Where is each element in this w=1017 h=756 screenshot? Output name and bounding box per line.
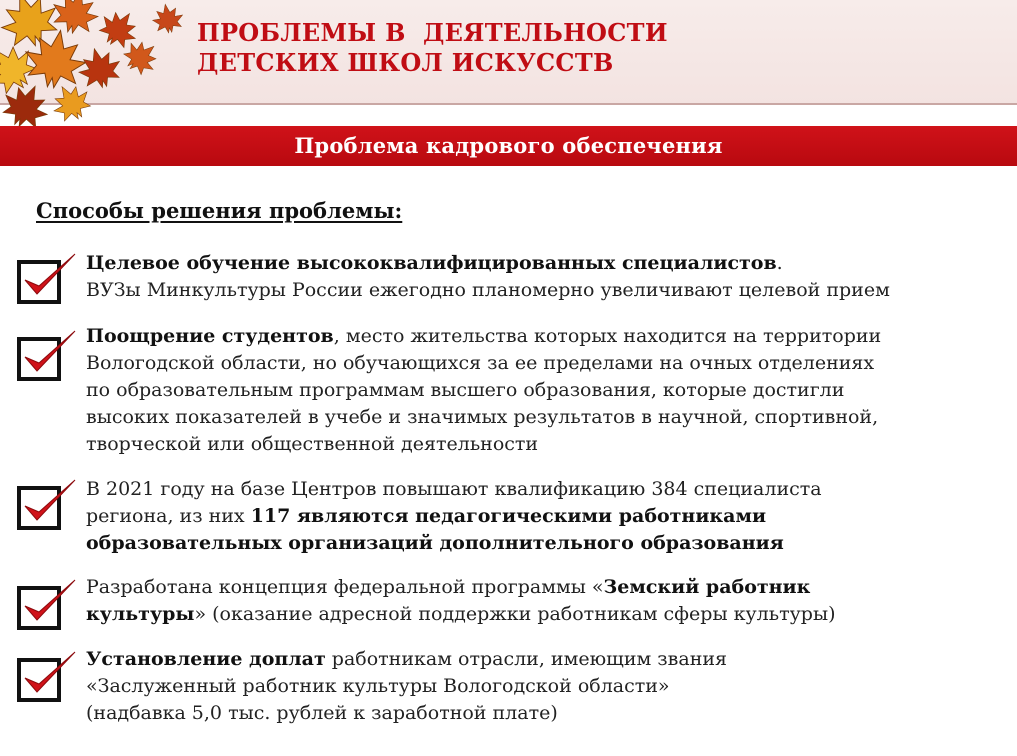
item-line: «Заслуженный работник культуры Вологодской области»	[86, 675, 670, 697]
item-text-part: Разработана концепция федеральной программы «	[86, 576, 604, 598]
banner-title: Проблема кадрового обеспечения	[294, 133, 723, 158]
item-bold: культуры	[86, 603, 195, 625]
solutions-heading: Способы решения проблемы:	[36, 198, 403, 223]
item-bold: Установление доплат	[86, 648, 326, 670]
page-title	[197, 18, 668, 78]
checkbox-checked-icon	[17, 576, 81, 632]
item-text-part: региона, из них	[86, 505, 251, 527]
checkbox-checked-icon	[17, 648, 81, 704]
item-line: В 2021 году на базе Центров повышают квалификацию 384 специалиста	[86, 478, 822, 500]
item-text-part: работникам отрасли, имеющим звания	[325, 648, 728, 670]
item-line: по образовательным программам высшего образования, которые достигли	[86, 379, 845, 401]
checkbox-checked-icon	[17, 250, 81, 306]
item-text-part: » (оказание адресной поддержки работникам сферы культуры)	[194, 603, 836, 625]
item-bold: 117 являются педагогическими работниками	[250, 505, 767, 527]
item-bold: Поощрение студентов	[86, 325, 334, 347]
item-text-part: .	[776, 252, 783, 274]
item-text	[86, 574, 1011, 628]
item-text	[86, 646, 1011, 727]
item-text	[86, 323, 1011, 458]
checkbox-checked-icon	[17, 327, 81, 383]
checkbox-checked-icon	[17, 476, 81, 532]
item-line: ВУЗы Минкультуры России ежегодно планомерно увеличивают целевой прием	[86, 279, 890, 301]
item-bold: Земский работник	[603, 576, 811, 598]
item-line: (надбавка 5,0 тыс. рублей к заработной плате)	[86, 702, 558, 724]
item-bold: образовательных организаций дополнительного образования	[86, 532, 784, 554]
section-banner	[0, 126, 1017, 166]
item-text	[86, 250, 1011, 304]
title-line-1: ПРОБЛЕМЫ В ДЕЯТЕЛЬНОСТИ	[197, 18, 668, 47]
item-bold: Целевое обучение высококвалифицированных специалистов	[86, 252, 777, 274]
item-line: высоких показателей в учебе и значимых результатов в научной, спортивной,	[86, 406, 879, 428]
item-text-part: , место жительства которых находится на территории	[333, 325, 882, 347]
title-line-2: ДЕТСКИХ ШКОЛ ИСКУССТВ	[197, 48, 614, 77]
item-line: творческой или общественной деятельности	[86, 433, 539, 455]
maple-leaves-decoration	[0, 0, 200, 128]
item-line: Вологодской области, но обучающихся за ее пределами на очных отделениях	[86, 352, 875, 374]
item-text	[86, 476, 1011, 557]
